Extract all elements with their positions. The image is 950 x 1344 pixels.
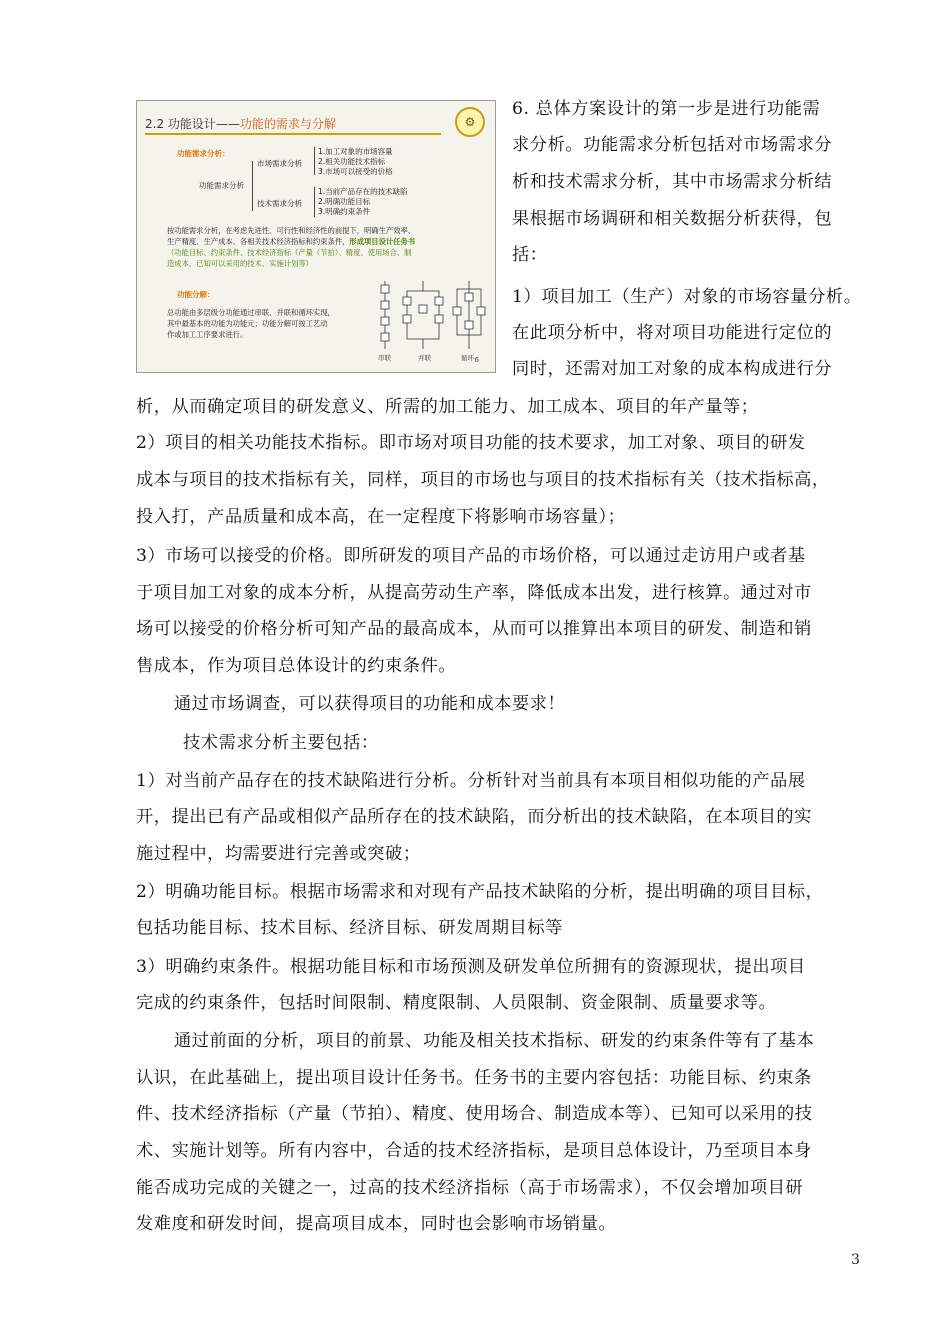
body-line-13: 3）市场可以接受的价格。即所研发的项目产品的市场价格，可以通过走访用户或者基 xyxy=(136,546,806,566)
decomp-heading: 功能分解： xyxy=(177,290,215,299)
body-line-1: 6. 总体方案设计的第一步是进行功能需 xyxy=(512,99,821,119)
flow-label-loop: 循环 xyxy=(461,354,474,362)
market-label: 市场需求分析 xyxy=(257,159,302,168)
market-brace xyxy=(314,147,315,175)
body-line-30: 能否成功完成的关键之一，过高的技术经济指标（高于市场需求），不仅会增加项目研 xyxy=(136,1178,804,1198)
slide-title xyxy=(145,115,336,132)
decomp-line-1: 总功能由多层级分功能通过串联、并联和循环实现， xyxy=(167,308,335,317)
body-line-10: 2）项目的相关功能技术指标。即市场对项目功能的技术要求，加工对象、项目的研发 xyxy=(136,433,806,453)
body-line-22: 2）明确功能目标。根据市场需求和对现有产品技术缺陷的分析，提出明确的项目目标， xyxy=(136,882,824,902)
slide-page-number: 6 xyxy=(474,356,479,364)
slide-title-prefix: 2.2 功能设计—— xyxy=(145,117,240,131)
body-line-26: 通过前面的分析，项目的前景、功能及相关技术指标、研发的约束条件等有了基本 xyxy=(174,1031,815,1051)
body-line-11: 成本与项目的技术指标有关，同样，项目的市场也与项目的技术指标有关（技术指标高， xyxy=(136,470,830,490)
tech-brace xyxy=(314,187,315,217)
body-line-24: 3）明确约束条件。根据功能目标和市场预测及研发单位所拥有的资源现状，提出项目 xyxy=(136,957,806,977)
page-number: 3 xyxy=(851,1252,860,1268)
slide-title-highlight: 功能的需求与分解 xyxy=(239,117,336,131)
body-line-29: 术、实施计划等。所有内容中，合适的技术经济指标，是项目总体设计，乃至项目本身 xyxy=(136,1141,812,1161)
body-line-21: 施过程中，均需要进行完善或突破； xyxy=(136,844,421,864)
body-line-8: 同时，还需对加工对象的成本构成进行分 xyxy=(512,359,833,379)
function-flow-diagrams xyxy=(373,279,493,359)
body-line-31: 发难度和研发时间，提高项目成本，同时也会影响市场销量。 xyxy=(136,1214,617,1234)
body-line-27: 认识，在此基础上，提出项目设计任务书。任务书的主要内容包括：功能目标、约束条 xyxy=(136,1068,812,1088)
market-item-3: 3.市场可以接受的价格 xyxy=(318,167,393,176)
tech-item-1: 1.当前产品存在的技术缺陷 xyxy=(318,187,408,196)
tech-label: 技术需求分析 xyxy=(257,199,302,208)
root-label: 功能需求分析 xyxy=(199,181,244,190)
body-line-2: 求分析。功能需求分析包括对市场需求分 xyxy=(512,135,833,155)
para1-green-line-2: 造成本、已知可以采用的技术、实施计划等） xyxy=(167,259,313,268)
slide-paragraph-2 xyxy=(167,307,377,340)
market-item-1: 1.加工对象的市场容量 xyxy=(318,147,393,156)
flow-label-parallel: 并联 xyxy=(418,354,431,362)
para1-line-1: 按功能需求分析，在考虑先进性、可行性和经济性的前提下，明确生产效率、 xyxy=(167,226,416,235)
decomp-line-3: 作或加工工序要求进行。 xyxy=(167,330,248,339)
tech-item-3: 3.明确约束条件 xyxy=(318,207,371,216)
body-line-5: 括： xyxy=(512,245,548,265)
market-item-2: 2.相关功能技术指标 xyxy=(318,157,386,166)
slide-figure xyxy=(136,100,496,373)
body-line-25: 完成的约束条件，包括时间限制、精度限制、人员限制、资金限制、质量要求等。 xyxy=(136,993,777,1013)
para1-green-line-1: （功能目标、约束条件、技术经济指标（产量（节拍）、精度、使用场合、制 xyxy=(167,248,412,257)
body-line-6: 1）项目加工（生产）对象的市场容量分析。 xyxy=(512,287,862,307)
body-line-7: 在此项分析中，将对项目功能进行定位的 xyxy=(512,323,833,343)
body-line-15: 场可以接受的价格分析可知产品的最高成本，从而可以推算出本项目的研发、制造和销 xyxy=(136,619,812,639)
body-line-28: 件、技术经济指标（产量（节拍）、精度、使用场合、制造成本等）、已知可以采用的技 xyxy=(136,1104,813,1124)
body-line-3: 析和技术需求分析，其中市场需求分析结 xyxy=(512,172,833,192)
body-line-14: 于项目加工对象的成本分析，从提高劳动生产率，降低成本出发，进行核算。通过对市 xyxy=(136,583,812,603)
flow-label-serial: 串联 xyxy=(378,354,391,362)
body-line-18: 技术需求分析主要包括： xyxy=(183,733,379,753)
para1-line-2: 生产精度、生产成本、各相关技术经济指标和约束条件， xyxy=(167,237,350,246)
university-logo-icon: ⚙ xyxy=(455,107,485,137)
slide-paragraph-1 xyxy=(167,225,489,269)
body-line-17: 通过市场调查，可以获得项目的功能和成本要求！ xyxy=(174,694,566,714)
body-line-12: 投入打，产品质量和成本高，在一定程度下将影响市场容量）； xyxy=(136,507,626,527)
body-line-4: 果根据市场调研和相关数据分析获得，包 xyxy=(512,209,833,229)
slide-title-underline xyxy=(145,133,441,135)
body-line-20: 开，提出已有产品或相似产品所存在的技术缺陷，而分析出的技术缺陷，在本项目的实 xyxy=(136,807,812,827)
decomp-line-2: 其中最基本的功能为功能元；功能分解可按工艺动 xyxy=(167,319,328,328)
body-line-19: 1）对当前产品存在的技术缺陷进行分析。分析针对当前具有本项目相似功能的产品展 xyxy=(136,771,806,791)
para1-highlight: 形成项目设计任务书 xyxy=(349,237,416,246)
body-line-23: 包括功能目标、技术目标、经济目标、研发周期目标等 xyxy=(136,918,563,938)
body-line-9: 析，从而确定项目的研发意义、所需的加工能力、加工成本、项目的年产量等； xyxy=(136,397,759,417)
body-line-16: 售成本，作为项目总体设计的约束条件。 xyxy=(136,656,457,676)
demand-heading: 功能需求分析： xyxy=(177,149,230,158)
tech-item-2: 2.明确功能目标 xyxy=(318,197,371,206)
root-brace xyxy=(252,161,253,211)
